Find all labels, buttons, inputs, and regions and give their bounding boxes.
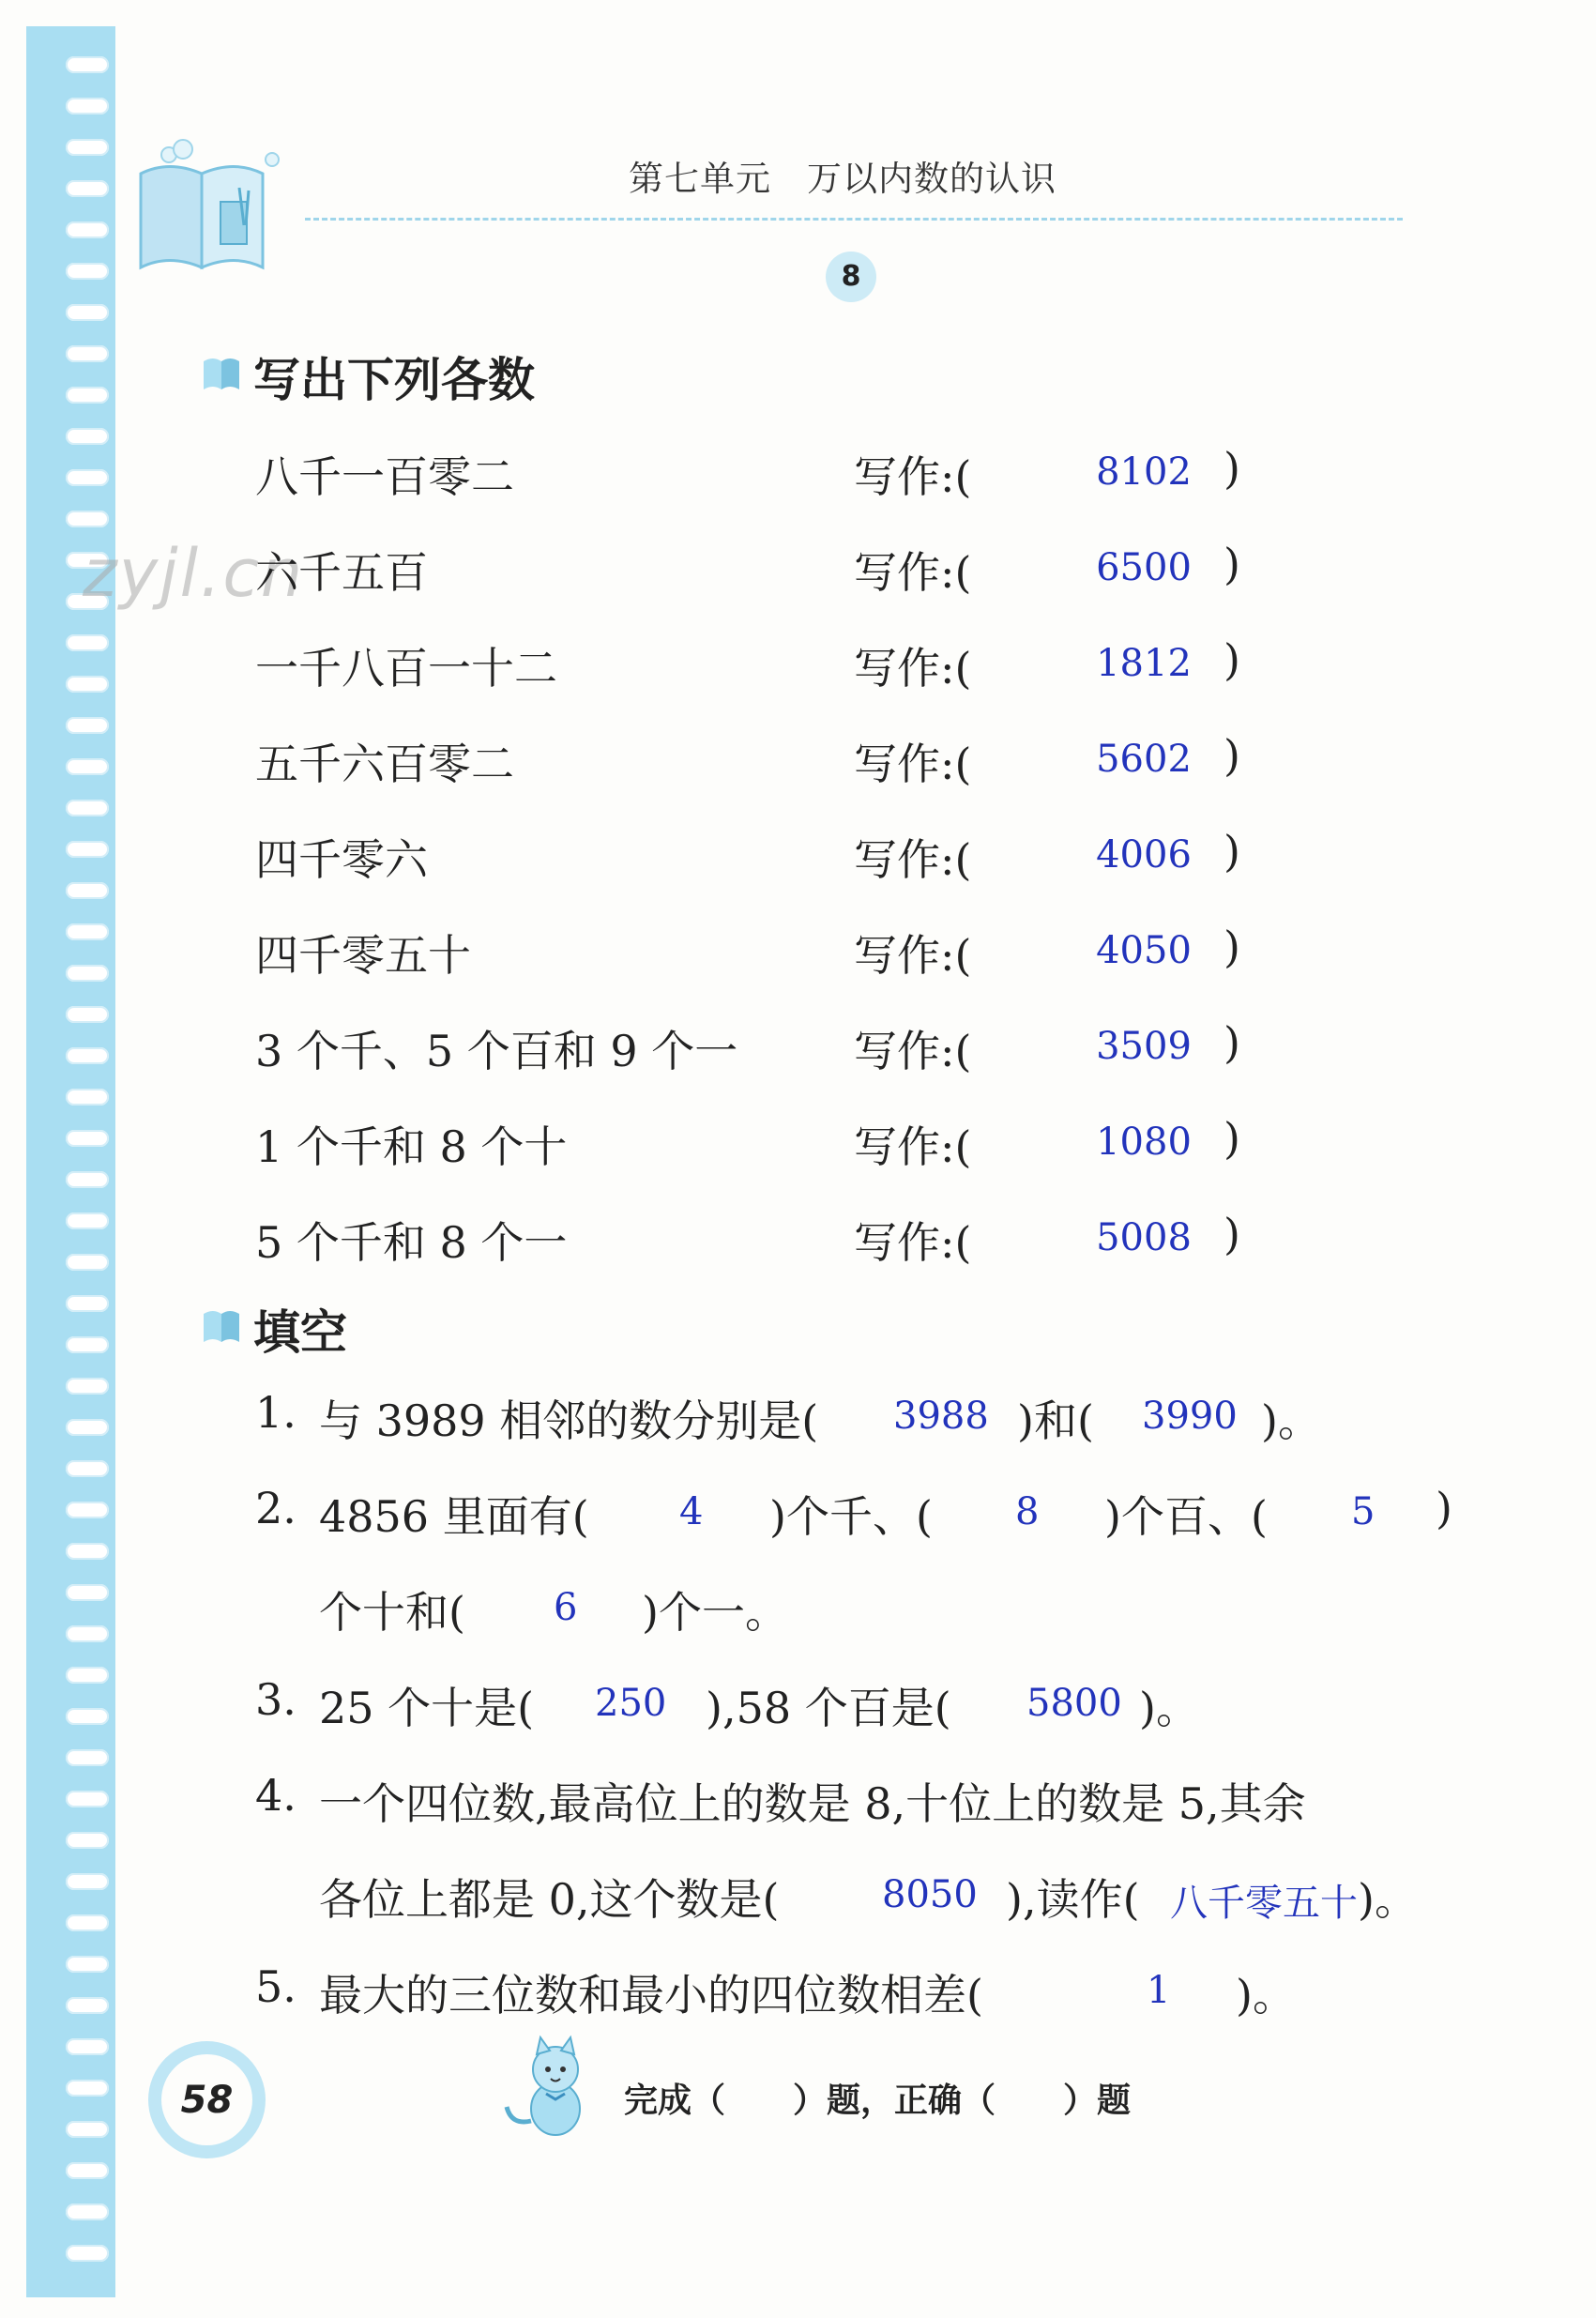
write-label: 写作:(	[854, 930, 972, 981]
question-number: 4.	[255, 1770, 296, 1821]
question-number: 1.	[255, 1387, 296, 1438]
binding-hole	[66, 1625, 109, 1642]
binding-hole	[66, 2204, 109, 2220]
answer-blank[interactable]: 3988	[893, 1395, 989, 1438]
binding-hole	[66, 387, 109, 404]
binding-hole	[66, 1997, 109, 2014]
number-in-words: 六千五百	[255, 547, 428, 598]
question-number: 5.	[255, 1961, 296, 2012]
section-book-icon	[202, 354, 241, 391]
binding-hole	[66, 1914, 109, 1931]
binding-hole	[66, 1006, 109, 1023]
unit-title: 第七单元 万以内数的认识	[629, 159, 1056, 199]
write-label: 写作:(	[854, 739, 972, 789]
question-text: )。	[1139, 1683, 1199, 1733]
number-in-words: 四千零五十	[255, 930, 471, 981]
page-number-ring	[161, 2054, 252, 2145]
binding-hole	[66, 1378, 109, 1395]
write-row	[255, 1113, 1334, 1179]
write-label: 写作:(	[854, 834, 972, 885]
write-label: 写作:(	[854, 643, 972, 694]
completion-tally: 完成（ ）题，正确（ ）题	[624, 2082, 1132, 2120]
binding-hole	[66, 2162, 109, 2179]
answer-blank[interactable]: 5800	[1026, 1682, 1122, 1725]
question-4	[255, 1770, 1475, 1836]
number-in-words: 5 个千和 8 个一	[255, 1217, 568, 1268]
binding-hole	[66, 345, 109, 362]
write-row	[255, 922, 1334, 987]
binding-hole	[66, 800, 109, 816]
binding-hole	[66, 634, 109, 651]
question-text: )个千、(	[769, 1491, 933, 1542]
close-paren: )	[1224, 730, 1240, 781]
write-label: 写作:(	[854, 1217, 972, 1268]
number-in-words: 3 个千、5 个百和 9 个一	[255, 1026, 738, 1076]
answer-blank[interactable]: 八千零五十	[1170, 1882, 1358, 1925]
close-paren: )	[1224, 1113, 1240, 1164]
answer-blank[interactable]: 5008	[1096, 1216, 1192, 1259]
answer-blank[interactable]: 3509	[1096, 1025, 1192, 1068]
binding-hole	[66, 511, 109, 527]
answer-blank[interactable]: 1812	[1096, 642, 1192, 685]
write-row	[255, 539, 1334, 604]
write-row	[255, 1017, 1334, 1083]
question-1	[255, 1387, 1475, 1453]
question-5	[255, 1961, 1475, 2027]
write-label: 写作:(	[854, 451, 972, 502]
binding-hole	[66, 1419, 109, 1436]
question-text: ),58 个百是(	[706, 1683, 951, 1733]
binding-hole	[66, 1502, 109, 1518]
binding-hole	[66, 1130, 109, 1147]
binding-hole	[66, 1667, 109, 1684]
binding-hole	[66, 2245, 109, 2262]
section-book-icon	[202, 1306, 241, 1344]
question-text: 与 3989 相邻的数分别是(	[319, 1395, 819, 1446]
binding-hole	[66, 1089, 109, 1106]
binding-hole	[66, 1460, 109, 1477]
binding-hole	[66, 56, 109, 73]
number-in-words: 四千零六	[255, 834, 428, 885]
binding-hole	[66, 1295, 109, 1312]
section-title: 填空	[253, 1305, 347, 1360]
close-paren: )	[1224, 826, 1240, 877]
close-paren: )	[1224, 539, 1240, 589]
binding-hole	[66, 923, 109, 940]
question-text: 各位上都是 0,这个数是(	[319, 1874, 780, 1925]
answer-blank[interactable]: 8102	[1096, 450, 1192, 494]
answer-blank[interactable]: 4050	[1096, 929, 1192, 972]
binding-hole	[66, 263, 109, 280]
answer-blank[interactable]: 4	[679, 1490, 704, 1533]
binding-hole	[66, 1212, 109, 1229]
question-3	[255, 1674, 1475, 1740]
number-in-words: 五千六百零二	[255, 739, 514, 789]
question-number: 2.	[255, 1483, 296, 1533]
binding-hole	[66, 841, 109, 858]
binding-hole	[66, 469, 109, 486]
close-paren: )	[1224, 922, 1240, 972]
answer-blank[interactable]: 5602	[1096, 738, 1192, 781]
write-row	[255, 1209, 1334, 1274]
answer-blank[interactable]: 4006	[1096, 833, 1192, 877]
binding-hole	[66, 2038, 109, 2055]
question-text: )	[1436, 1483, 1452, 1533]
answer-blank[interactable]: 1	[1147, 1969, 1171, 2012]
question-text: 4856 里面有(	[319, 1491, 589, 1542]
question-text: 最大的三位数和最小的四位数相差(	[319, 1970, 983, 2021]
question-text: )个百、(	[1104, 1491, 1268, 1542]
binding-hole	[66, 2080, 109, 2097]
header-divider	[305, 218, 1403, 221]
answer-blank[interactable]: 1080	[1096, 1121, 1192, 1164]
binding-hole	[66, 1584, 109, 1601]
section-title: 写出下列各数	[253, 353, 535, 407]
binding-hole	[66, 676, 109, 693]
binding-hole	[66, 180, 109, 197]
binding-hole	[66, 882, 109, 899]
binding-hole	[66, 1047, 109, 1064]
binding-hole	[66, 717, 109, 734]
binding-hole	[66, 965, 109, 982]
answer-blank[interactable]: 5	[1351, 1490, 1376, 1533]
write-row	[255, 634, 1334, 700]
question-text: )。	[1358, 1874, 1418, 1925]
binding-hole	[66, 1336, 109, 1353]
question-text: )。	[1236, 1970, 1296, 2021]
binding-hole	[66, 1956, 109, 1973]
question-4-line-2	[255, 1866, 1475, 1931]
write-label: 写作:(	[854, 1026, 972, 1076]
answer-blank[interactable]: 8050	[882, 1873, 978, 1916]
question-text: )。	[1261, 1395, 1321, 1446]
book-illustration-icon	[131, 136, 291, 277]
question-text: 个十和(	[319, 1587, 465, 1638]
lesson-number-badge: 8	[826, 252, 876, 302]
binding-hole	[66, 98, 109, 114]
binding-hole	[66, 1832, 109, 1849]
question-text: 25 个十是(	[319, 1683, 535, 1733]
binding-hole	[66, 2121, 109, 2138]
write-row	[255, 826, 1334, 892]
binding-hole	[66, 304, 109, 321]
close-paren: )	[1224, 1017, 1240, 1068]
close-paren: )	[1224, 1209, 1240, 1259]
question-number: 3.	[255, 1674, 296, 1725]
question-text: 一个四位数,最高位上的数是 8,十位上的数是 5,其余	[319, 1778, 1306, 1829]
binding-hole	[66, 221, 109, 238]
page-number-badge	[148, 2041, 266, 2158]
binding-hole	[66, 758, 109, 775]
binding-hole	[66, 1708, 109, 1725]
question-text: )个一。	[642, 1587, 788, 1638]
answer-blank[interactable]: 8	[1015, 1490, 1040, 1533]
binding-hole	[66, 1873, 109, 1890]
close-paren: )	[1224, 443, 1240, 494]
question-2-line-2	[255, 1578, 1475, 1644]
binding-hole	[66, 1254, 109, 1271]
answer-blank[interactable]: 250	[595, 1682, 667, 1725]
binding-hole	[66, 1749, 109, 1766]
binding-hole	[66, 1791, 109, 1807]
write-label: 写作:(	[854, 1121, 972, 1172]
binding-holes	[66, 56, 122, 2290]
write-row	[255, 443, 1334, 509]
binding-hole	[66, 1543, 109, 1560]
number-in-words: 八千一百零二	[255, 451, 514, 502]
close-paren: )	[1224, 634, 1240, 685]
number-in-words: 一千八百一十二	[255, 643, 557, 694]
watermark: zyjl.cn	[83, 535, 305, 612]
answer-blank[interactable]: 6	[554, 1586, 578, 1629]
question-text: )和(	[1017, 1395, 1094, 1446]
binding-hole	[66, 1171, 109, 1188]
write-row	[255, 730, 1334, 796]
cat-mascot-icon	[497, 2032, 600, 2140]
binding-hole	[66, 428, 109, 445]
binding-hole	[66, 139, 109, 156]
question-text: ),读作(	[1006, 1874, 1140, 1925]
answer-blank[interactable]: 6500	[1096, 546, 1192, 589]
number-in-words: 1 个千和 8 个十	[255, 1121, 568, 1172]
write-label: 写作:(	[854, 547, 972, 598]
question-2	[255, 1483, 1475, 1548]
answer-blank[interactable]: 3990	[1142, 1395, 1238, 1438]
page-number: 58	[180, 2079, 234, 2122]
